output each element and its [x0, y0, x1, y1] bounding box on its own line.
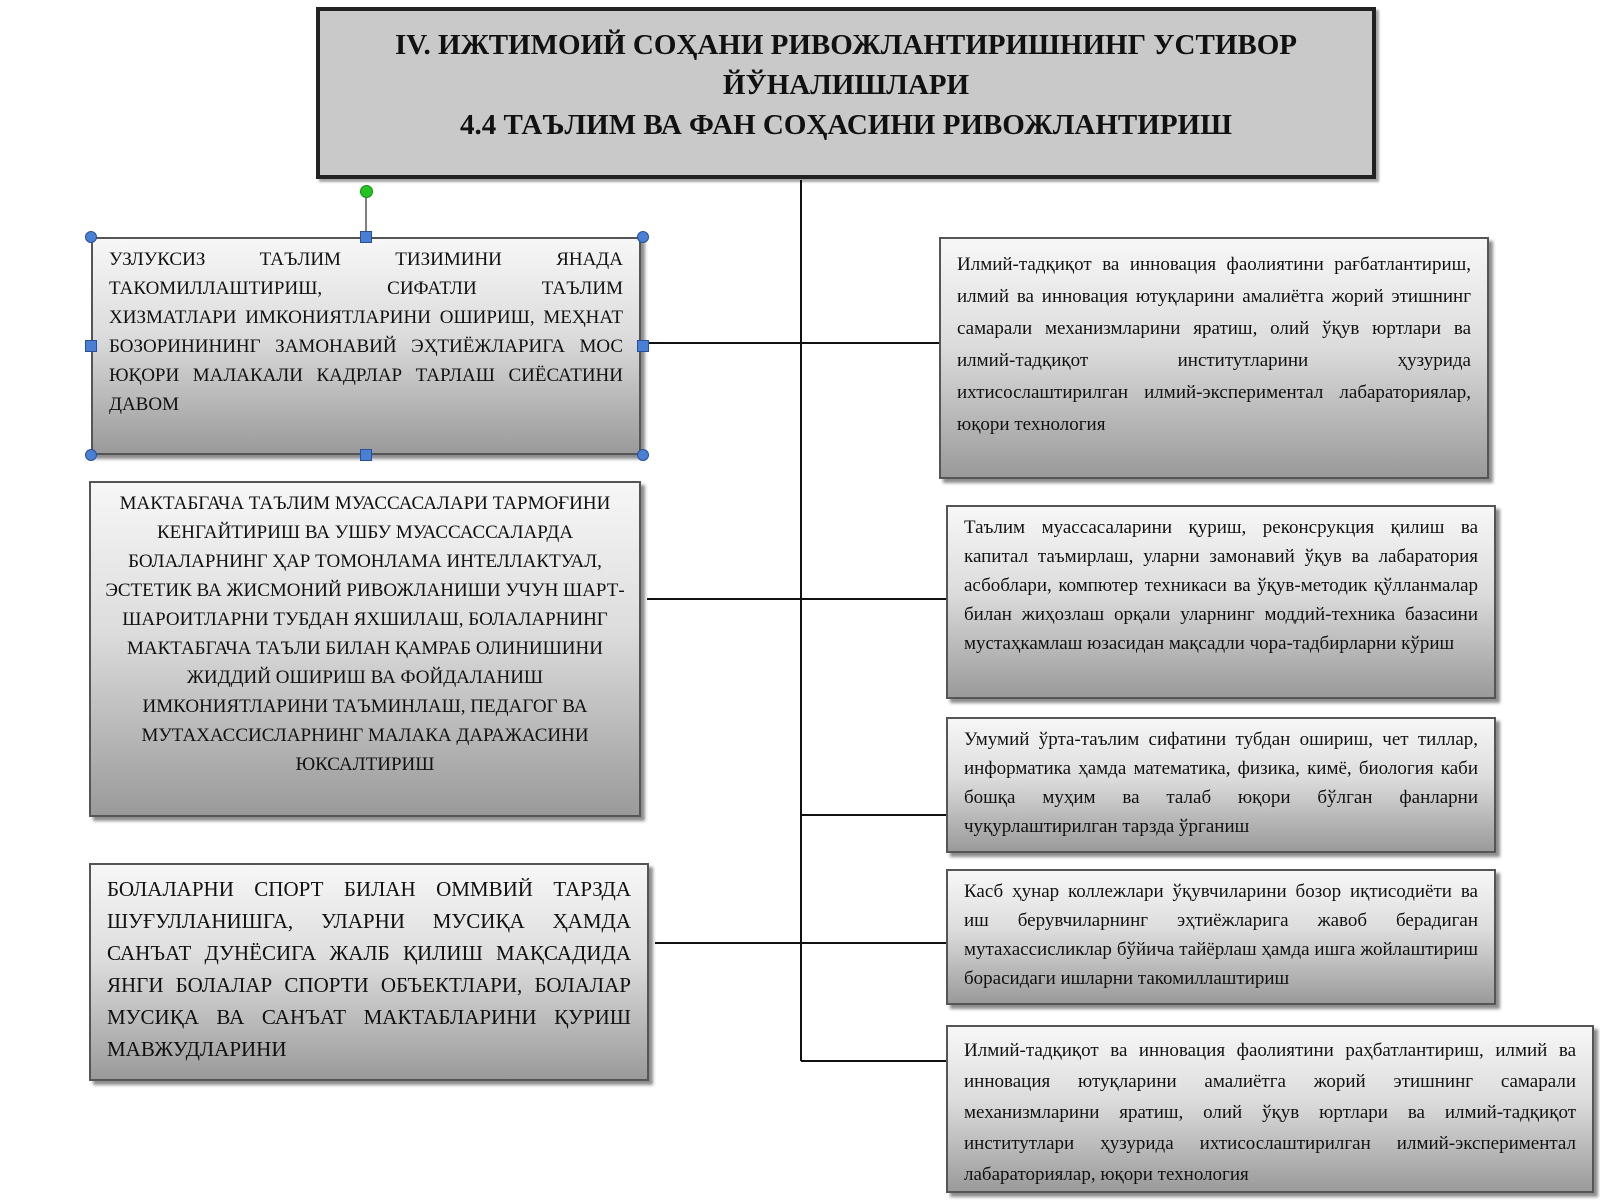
left-box-3 — [89, 863, 649, 1081]
diagram-title — [316, 7, 1376, 179]
right-box-5-text: Илмий-тадқиқот ва инновация фаолиятини раҳбатлантириш, илмий ва инновация ютуқларини амалиётга жорий этишнинг самарали механизмларини яратиш, олий ўқув юртлари ва илмий-тадқиқот институтлари ҳузурида ихтисослаштирилган илмий-экспериментал лабараториялар, юқори технология — [964, 1040, 1576, 1185]
left-box-2-text: МАКТАБГАЧА ТАЪЛИМ МУАССАСАЛАРИ ТАРМОҒИНИ КЕНГАЙТИРИШ ВА УШБУ МУАССАССАЛАРДА БОЛАЛАРНИНГ ҲАР ТОМОНЛАМА ИНТЕЛЛАКТУАЛ, ЭСТЕТИК ВА ЖИСМОНИЙ РИВОЖЛАНИШИ УЧУН ШАРТ-ШАРОИТЛАРНИ ТУБДАН ЯХШИЛАШ, БОЛАЛАРНИНГ МАКТАБГАЧА ТАЪЛИ БИЛАН ҚАМРАБ ОЛИНИШИНИ ЖИДДИЙ ОШИРИШ ВА ФОЙДАЛАНИШ ИМКОНИЯТЛАРИНИ ТАЪМИНЛАШ, ПЕДАГОГ ВА МУТАХАССИСЛАРНИНГ МАЛАКА ДАРАЖАСИНИ ЮКСАЛТИРИШ — [105, 493, 625, 775]
title-line-3: 4.4 ТАЪЛИМ ВА ФАН СОҲАСИНИ РИВОЖЛАНТИРИШ — [460, 109, 1232, 141]
resize-handle-bottom-left[interactable] — [85, 449, 97, 461]
left-box-1[interactable] — [91, 237, 641, 455]
right-box-3 — [946, 717, 1496, 853]
right-box-5 — [946, 1025, 1594, 1193]
right-box-3-text: Умумий ўрта-таълим сифатини тубдан ошириш, чет тиллар, информатика ҳамда математика, физика, кимё, биология каби бошқа муҳим ва талаб юқори бўлган фанларни чуқурлаштирилган тарзда ўрганиш — [964, 729, 1478, 837]
left-box-3-text: БОЛАЛАРНИ СПОРТ БИЛАН ОММВИЙ ТАРЗДА ШУҒУЛЛАНИШГА, УЛАРНИ МУСИҚА ҲАМДА САНЪАТ ДУНЁСИГА ЖАЛБ ҚИЛИШ МАҚСАДИДА ЯНГИ БОЛАЛАР СПОРТИ ОБЪЕКТЛАРИ, БОЛАЛАР МУСИҚА ВА САНЪАТ МАКТАБЛАРИНИ ҚУРИШ МАВЖУДЛАРИНИ — [107, 877, 631, 1061]
title-line-1: IV. ИЖТИМОИЙ СОҲАНИ РИВОЖЛАНТИРИШНИНГ УСТИВОР — [394, 29, 1298, 61]
resize-handle-left[interactable] — [85, 340, 97, 352]
right-box-2 — [946, 505, 1496, 699]
resize-handle-bottom[interactable] — [360, 449, 372, 461]
right-box-4-text: Касб ҳунар коллежлари ўқувчиларини бозор иқтисодиёти ва иш берувчиларнинг эҳтиёжларига жавоб берадиган мутахассисликлар бўйича тайёрлаш ҳамда ишга жойлаштириш борасидаги ишларни такомиллаштириш — [964, 881, 1478, 989]
resize-handle-top-right[interactable] — [637, 231, 649, 243]
resize-handle-right[interactable] — [637, 340, 649, 352]
rotate-handle[interactable] — [360, 185, 373, 198]
title-line-2: ЙЎНАЛИШЛАРИ — [722, 69, 970, 101]
left-box-2 — [89, 481, 641, 817]
right-box-2-text: Таълим муассасаларини қуриш, реконсрукция қилиш ва капитал таъмирлаш, уларни замонавий ўқув ва лабаратория асбоблари, компютер техникаси ва ўқув-методик қўлланмалар билан жиҳозлаш орқали уларнинг моддий-техника базасини мустаҳкамлаш юзасидан мақсадли чора-тадбирларни кўриш — [964, 517, 1478, 654]
resize-handle-top[interactable] — [360, 231, 372, 243]
resize-handle-top-left[interactable] — [85, 231, 97, 243]
right-box-1 — [939, 237, 1489, 479]
right-box-1-text: Илмий-тадқиқот ва инновация фаолиятини рағбатлантириш, илмий ва инновация ютуқларини амалиётга жорий этишнинг самарали механизмларини яратиш, олий ўқув юртлари ва илмий-тадқиқот институтларини ҳузурида ихтисослаштирилган илмий-экспериментал лабараториялар, юқори технология — [957, 254, 1471, 435]
left-box-1-text: УЗЛУКСИЗ ТАЪЛИМ ТИЗИМИНИ ЯНАДА ТАКОМИЛЛАШТИРИШ, СИФАТЛИ ТАЪЛИМ ХИЗМАТЛАРИ ИМКОНИЯТЛАРИНИ ОШИРИШ, МЕҲНАТ БОЗОРИНИНИНГ ЗАМОНАВИЙ ЭҲТИЁЖЛАРИГА МОС ЮҚОРИ МАЛАКАЛИ КАДРЛАР ТАРЛАШ СИЁСАТИНИ ДАВОМ — [109, 249, 623, 415]
resize-handle-bottom-right[interactable] — [637, 449, 649, 461]
right-box-4 — [946, 869, 1496, 1005]
